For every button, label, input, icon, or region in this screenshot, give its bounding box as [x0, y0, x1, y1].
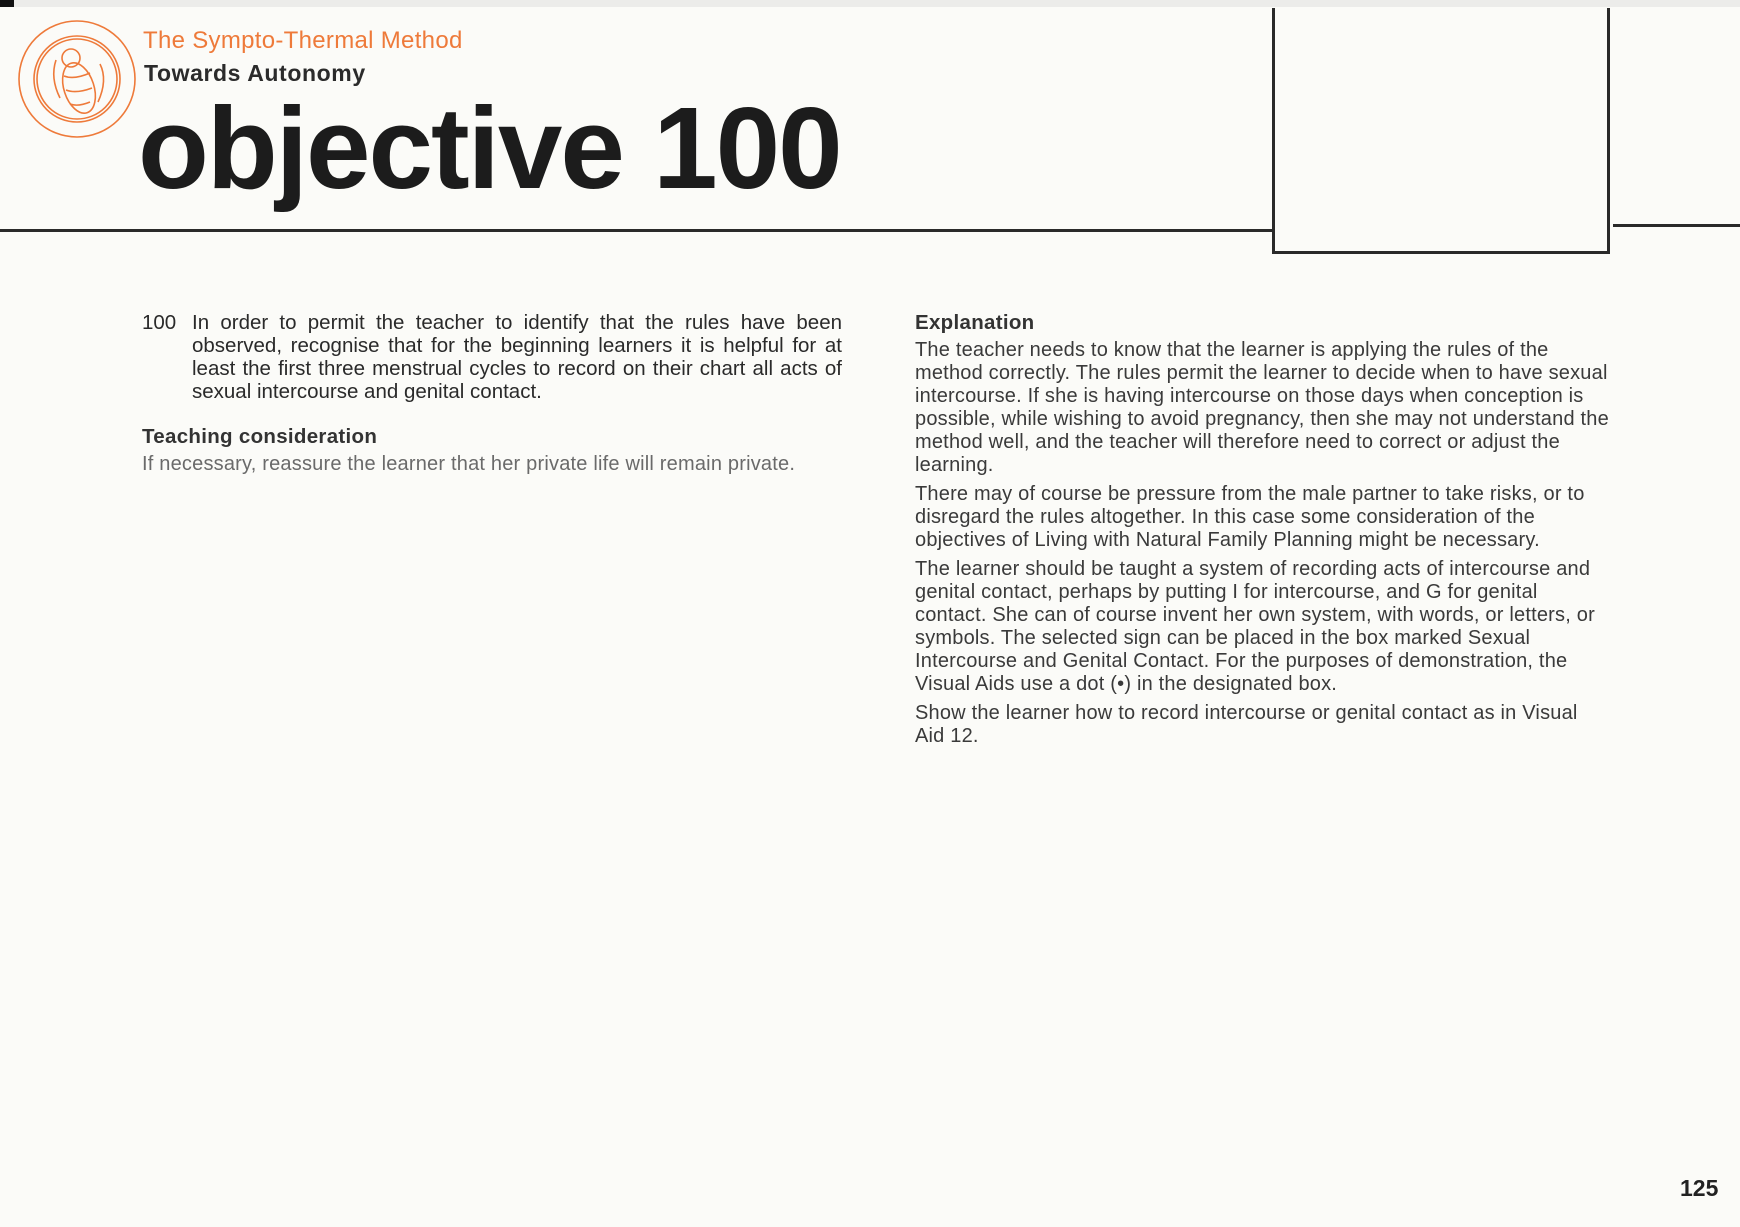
page-title: objective 100: [138, 83, 841, 213]
header-rule-left: [0, 229, 1274, 232]
page-number: 125: [1680, 1175, 1719, 1201]
objective-column: [142, 311, 842, 476]
series-title: The Sympto-Thermal Method: [143, 27, 463, 54]
corner-registration-mark: [0, 0, 14, 7]
objective-statement: [142, 311, 842, 403]
header-rule-right: [1613, 224, 1740, 227]
explanation-heading: Explanation: [915, 311, 1035, 334]
teaching-consideration-heading: Teaching consideration: [142, 425, 378, 448]
explanation-paragraph: There may of course be pressure from the male partner to take risks, or to disregard the rules altogether. In this case some consideration of the objectives of Living with Natural Family Planning might be necessary.: [915, 483, 1585, 551]
section-title: Towards Autonomy: [144, 60, 366, 86]
top-edge-strip: [0, 0, 1740, 7]
explanation-paragraph: Show the learner how to record intercourse or genital contact as in Visual Aid 12.: [915, 702, 1578, 747]
swaddled-infant-emblem-icon: [16, 18, 138, 140]
teaching-consideration-text: If necessary, reassure the learner that her private life will remain private.: [142, 453, 796, 475]
explanation-column: [915, 311, 1610, 754]
header-box: [1272, 8, 1610, 254]
objective-text: In order to permit the teacher to identify that the rules have been observed, recognise that for the beginning learners it is helpful for at least the first three menstrual cycles to record on their chart all acts of sexual intercourse and genital contact.: [192, 311, 842, 403]
objective-number: 100: [142, 311, 177, 334]
explanation-paragraph: The learner should be taught a system of recording acts of intercourse and genital contact, perhaps by putting I for intercourse, and G for genital contact. She can of course invent her own system, with words, or letters, or symbols. The selected sign can be placed in the box marked Sexual Intercourse and Genital Contact. For the purposes of demonstration, the Visual Aids use a dot (•) in the designated box.: [915, 558, 1595, 695]
explanation-paragraph: The teacher needs to know that the learner is applying the rules of the method correctly. The rules permit the learner to decide when to have sexual intercourse. If she is having intercourse on those days when conception is possible, while wishing to avoid pregnancy, then she may not understand the method well, and the teacher will therefore need to correct or adjust the learning.: [915, 339, 1609, 476]
